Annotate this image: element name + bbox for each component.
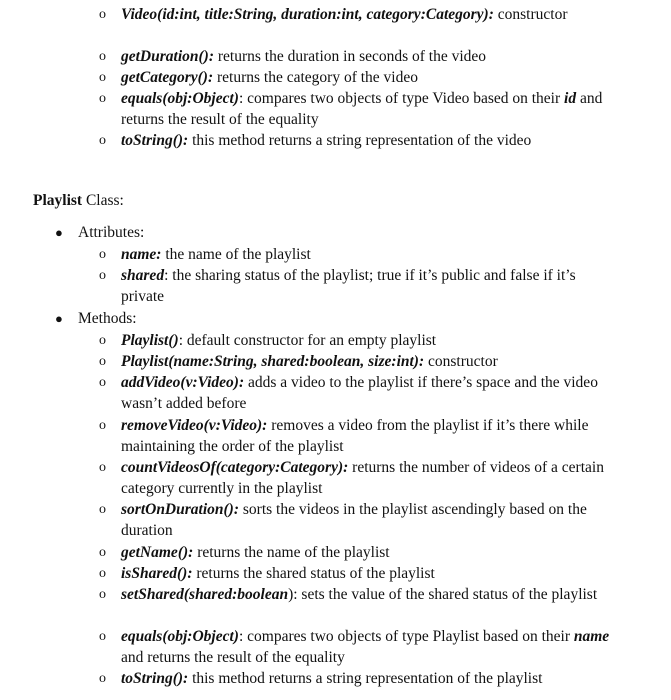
- method-description: : compares two objects of type Playlist based on their: [238, 628, 574, 645]
- method-description: ): sets the value of the shared status of the playlist: [288, 586, 598, 603]
- method-signature: countVideosOf(category:Category):: [121, 459, 349, 476]
- method-signature: sortOnDuration():: [121, 501, 239, 518]
- method-description: constructor: [493, 6, 568, 23]
- list-item: [99, 415, 621, 457]
- list-item: [99, 457, 621, 499]
- circle-bullet-icon: o: [99, 133, 106, 148]
- method-signature: getName():: [121, 544, 194, 561]
- method-signature: Playlist(name:String, shared:boolean, size:int):: [121, 353, 425, 370]
- circle-bullet-icon: o: [99, 587, 106, 602]
- method-description: and returns the result of the equality: [121, 90, 603, 128]
- list-item: [99, 88, 621, 130]
- list-item: [99, 668, 621, 689]
- method-signature: equals(obj:Object): [121, 90, 239, 107]
- bullet-icon: ●: [55, 311, 63, 326]
- list-item: [99, 244, 621, 265]
- list-item: [99, 46, 621, 67]
- class-name: Playlist: [33, 192, 83, 209]
- method-signature: isShared():: [121, 565, 193, 582]
- circle-bullet-icon: o: [99, 7, 106, 22]
- list-item: [99, 265, 621, 307]
- method-description: removes a video from the playlist if it’s there while maintaining the order of the playlist: [121, 417, 589, 455]
- method-description: and returns the result of the equality: [121, 649, 345, 666]
- list-item-attributes: [55, 222, 618, 243]
- emphasis-text: name: [573, 628, 610, 645]
- circle-bullet-icon: o: [99, 375, 106, 390]
- method-description: adds a video to the playlist if there’s space and the video wasn’t added before: [121, 374, 598, 412]
- circle-bullet-icon: o: [99, 354, 106, 369]
- list-item: [99, 542, 621, 563]
- attribute-description: the name of the playlist: [161, 246, 311, 263]
- circle-bullet-icon: o: [99, 91, 106, 106]
- method-description: returns the shared status of the playlist: [192, 565, 435, 582]
- method-description: returns the category of the video: [213, 69, 418, 86]
- method-description: this method returns a string representation of the video: [188, 132, 532, 149]
- circle-bullet-icon: o: [99, 70, 106, 85]
- circle-bullet-icon: o: [99, 247, 106, 262]
- circle-bullet-icon: o: [99, 545, 106, 560]
- circle-bullet-icon: o: [99, 268, 106, 283]
- circle-bullet-icon: o: [99, 460, 106, 475]
- attribute-name: shared: [121, 267, 165, 284]
- method-signature: Video(id:int, title:String, duration:int, category:Category):: [121, 6, 494, 23]
- method-signature: toString():: [121, 132, 189, 149]
- list-item: [99, 130, 621, 151]
- circle-bullet-icon: o: [99, 671, 106, 686]
- list-item: [99, 67, 621, 88]
- circle-bullet-icon: o: [99, 333, 106, 348]
- method-signature: setShared(shared:boolean: [121, 586, 289, 603]
- method-description: : default constructor for an empty playlist: [178, 332, 437, 349]
- method-description: constructor: [424, 353, 498, 370]
- method-description: returns the duration in seconds of the video: [214, 48, 487, 65]
- circle-bullet-icon: o: [99, 418, 106, 433]
- section-heading: [33, 190, 124, 211]
- list-item: [99, 372, 621, 414]
- circle-bullet-icon: o: [99, 49, 106, 64]
- method-signature: Playlist(): [121, 332, 179, 349]
- method-description: sorts the videos in the playlist ascendingly based on the duration: [121, 501, 587, 539]
- attribute-name: name:: [121, 246, 162, 263]
- method-description: returns the number of videos of a certain category currently in the playlist: [121, 459, 604, 497]
- list-item: [99, 499, 621, 541]
- emphasis-text: id: [564, 90, 577, 107]
- list-label: Methods:: [78, 310, 137, 327]
- method-signature: addVideo(v:Video):: [121, 374, 245, 391]
- list-item: [99, 563, 621, 584]
- method-description: : compares two objects of type Video based on their: [238, 90, 565, 107]
- method-signature: equals(obj:Object): [121, 628, 239, 645]
- list-item: [99, 4, 621, 25]
- method-description: this method returns a string representation of the playlist: [188, 670, 543, 687]
- list-item: [99, 330, 621, 351]
- list-item: [99, 351, 621, 372]
- list-item: [99, 584, 621, 605]
- list-item-methods: [55, 308, 618, 329]
- list-item: [99, 626, 621, 668]
- heading-suffix: Class:: [82, 192, 124, 209]
- bullet-icon: ●: [55, 225, 63, 240]
- method-signature: toString():: [121, 670, 189, 687]
- list-label: Attributes:: [78, 224, 145, 241]
- method-description: returns the name of the playlist: [193, 544, 390, 561]
- circle-bullet-icon: o: [99, 629, 106, 644]
- circle-bullet-icon: o: [99, 566, 106, 581]
- method-signature: getDuration():: [121, 48, 214, 65]
- circle-bullet-icon: o: [99, 502, 106, 517]
- attribute-description: : the sharing status of the playlist; true if it’s public and false if it’s private: [121, 267, 576, 305]
- method-signature: removeVideo(v:Video):: [121, 417, 268, 434]
- method-signature: getCategory():: [121, 69, 214, 86]
